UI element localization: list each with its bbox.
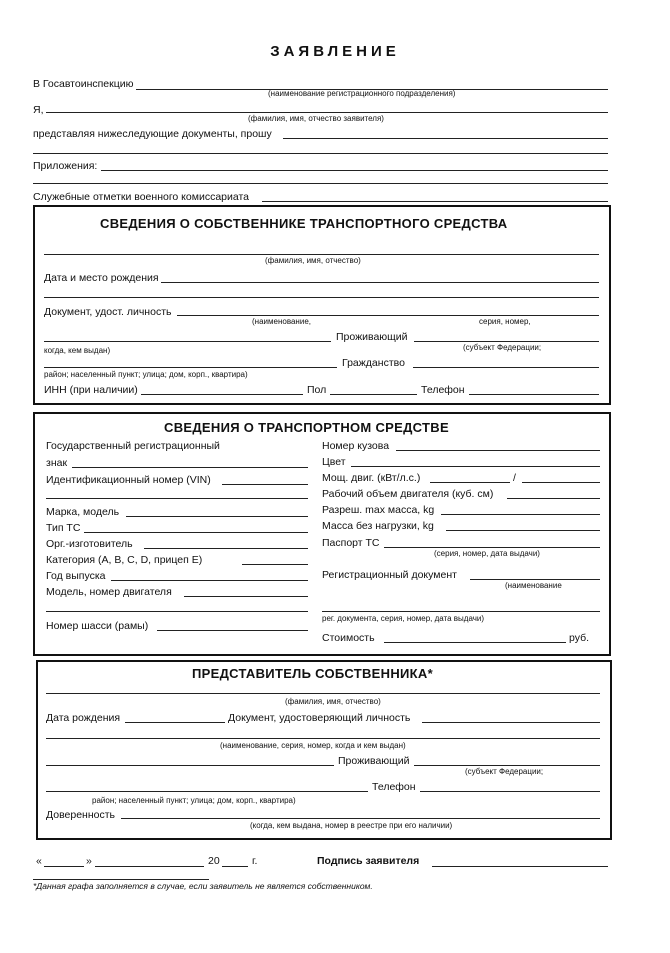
- owner-address-field[interactable]: [44, 367, 337, 368]
- applicant-field[interactable]: [46, 112, 608, 113]
- vehicle-heading: СВЕДЕНИЯ О ТРАНСПОРТНОМ СРЕДСТВЕ: [164, 420, 449, 435]
- category-field[interactable]: [242, 564, 308, 565]
- rep-proxy-hint: (когда, кем выдана, номер в реестре при его наличии): [250, 821, 453, 830]
- body-no-label: Номер кузова: [322, 440, 390, 452]
- owner-heading: СВЕДЕНИЯ О СОБСТВЕННИКЕ ТРАНСПОРТНОГО СРЕДСТВА: [100, 216, 508, 231]
- owner-sex-label: Пол: [307, 384, 327, 396]
- owner-id-hint-name: (наименование,: [252, 317, 311, 326]
- footnote-divider: [33, 879, 209, 880]
- power-slash: /: [513, 472, 516, 484]
- owner-address-hint: район; населенный пункт; улица; дом, корп., квартира): [44, 370, 248, 379]
- military-field[interactable]: [262, 201, 608, 202]
- rep-residing-label: Проживающий: [338, 755, 410, 767]
- chassis-label: Номер шасси (рамы): [46, 620, 149, 632]
- reg-doc-label: Регистрационный документ: [322, 569, 457, 581]
- rep-subject-hint: (субъект Федерации;: [465, 767, 544, 776]
- rep-id-field-2[interactable]: [46, 738, 600, 739]
- request-field-2[interactable]: [33, 153, 608, 154]
- maker-label: Орг.-изготовитель: [46, 538, 133, 550]
- body-no-field[interactable]: [396, 450, 600, 451]
- engine-label: Модель, номер двигателя: [46, 586, 172, 598]
- owner-issued-field[interactable]: [44, 341, 331, 342]
- rep-birth-field[interactable]: [125, 722, 225, 723]
- reg-sign-field[interactable]: [72, 467, 308, 468]
- passport-field[interactable]: [384, 547, 600, 548]
- signature-field[interactable]: [432, 866, 608, 867]
- request-label: представляя нижеследующие документы, прошу: [33, 128, 272, 140]
- signature-label: Подпись заявителя: [317, 855, 420, 867]
- cost-field[interactable]: [384, 642, 566, 643]
- engine-field[interactable]: [184, 596, 308, 597]
- owner-inn-field[interactable]: [141, 394, 303, 395]
- rep-name-field[interactable]: [46, 693, 600, 694]
- footnote: *Данная графа заполняется в случае, если заявитель не является собственником.: [33, 881, 373, 891]
- owner-id-field[interactable]: [177, 315, 599, 316]
- military-label: Служебные отметки военного комиссариата: [33, 191, 250, 203]
- applicant-label: Я,: [33, 104, 44, 116]
- owner-birth-label: Дата и место рождения: [44, 272, 159, 284]
- date-month-field[interactable]: [95, 866, 204, 867]
- representative-heading: ПРЕДСТАВИТЕЛЬ СОБСТВЕННИКА*: [192, 666, 433, 681]
- owner-id-label: Документ, удост. личность: [44, 306, 172, 318]
- date-year-field[interactable]: [222, 866, 248, 867]
- volume-label: Рабочий объем двигателя (куб. см): [322, 488, 494, 500]
- owner-name-hint: (фамилия, имя, отчество): [265, 256, 361, 265]
- engine-field-2[interactable]: [46, 611, 308, 612]
- owner-sex-field[interactable]: [330, 394, 417, 395]
- make-label: Марка, модель: [46, 506, 120, 518]
- power-hp-field[interactable]: [522, 482, 600, 483]
- attachments-field-2[interactable]: [33, 183, 608, 184]
- make-field[interactable]: [126, 516, 308, 517]
- max-mass-field[interactable]: [441, 514, 600, 515]
- owner-name-field[interactable]: [44, 254, 599, 255]
- owner-citizenship-field[interactable]: [413, 367, 599, 368]
- owner-subject-hint: (субъект Федерации;: [463, 343, 542, 352]
- to-gai-hint: (наименование регистрационного подразделения): [268, 89, 456, 98]
- volume-field[interactable]: [507, 498, 600, 499]
- owner-residing-label: Проживающий: [336, 331, 408, 343]
- owner-inn-label: ИНН (при наличии): [44, 384, 138, 396]
- color-field[interactable]: [351, 466, 600, 467]
- category-label: Категория (A, B, C, D, прицеп E): [46, 554, 203, 566]
- date-quote-open: «: [36, 855, 42, 867]
- passport-hint: (серия, номер, дата выдачи): [434, 549, 540, 558]
- color-label: Цвет: [322, 456, 346, 468]
- passport-label: Паспорт ТС: [322, 537, 380, 549]
- rep-address-field-2[interactable]: [46, 791, 368, 792]
- maker-field[interactable]: [144, 548, 308, 549]
- owner-birth-field-2[interactable]: [44, 297, 599, 298]
- rep-address-field[interactable]: [46, 765, 334, 766]
- rep-phone-label: Телефон: [372, 781, 416, 793]
- curb-mass-field[interactable]: [446, 530, 600, 531]
- owner-id-hint-series: серия, номер,: [479, 317, 531, 326]
- owner-residing-field[interactable]: [414, 341, 599, 342]
- rep-id-hint: (наименование, серия, номер, когда и кем выдан): [220, 741, 406, 750]
- vin-label: Идентификационный номер (VIN): [46, 474, 211, 486]
- to-gai-label: В Госавтоинспекцию: [33, 78, 134, 90]
- max-mass-label: Разреш. max масса, kg: [322, 504, 435, 516]
- owner-phone-label: Телефон: [421, 384, 465, 396]
- chassis-field[interactable]: [157, 630, 308, 631]
- type-label: Тип ТС: [46, 522, 81, 534]
- rep-address-hint: район; населенный пункт; улица; дом, корп., квартира): [92, 796, 296, 805]
- curb-mass-label: Масса без нагрузки, kg: [322, 520, 434, 532]
- vin-field[interactable]: [222, 484, 308, 485]
- reg-doc-hint: (наименование: [505, 581, 562, 590]
- rep-id-field[interactable]: [422, 722, 600, 723]
- cost-currency: руб.: [569, 632, 590, 644]
- reg-doc-field[interactable]: [470, 579, 600, 580]
- reg-doc-hint-2: рег. документа, серия, номер, дата выдачи): [322, 614, 485, 623]
- reg-doc-field-2[interactable]: [322, 611, 600, 612]
- attachments-label: Приложения:: [33, 160, 98, 172]
- year-field[interactable]: [111, 580, 308, 581]
- type-field[interactable]: [84, 532, 308, 533]
- reg-sign-label-1: Государственный регистрационный: [46, 440, 220, 452]
- date-year-prefix: 20: [208, 855, 220, 867]
- owner-issued-hint: когда, кем выдан): [44, 346, 111, 355]
- rep-id-label: Документ, удостоверяющий личность: [228, 712, 411, 724]
- applicant-hint: (фамилия, имя, отчество заявителя): [248, 114, 384, 123]
- owner-citizenship-label: Гражданство: [342, 357, 405, 369]
- rep-proxy-label: Доверенность: [46, 809, 116, 821]
- power-kw-field[interactable]: [430, 482, 510, 483]
- date-day-field[interactable]: [44, 866, 84, 867]
- attachments-field-1[interactable]: [101, 170, 608, 171]
- power-label: Мощ. двиг. (кВт/л.с.): [322, 472, 421, 484]
- date-year-suffix: г.: [252, 855, 258, 867]
- rep-proxy-field[interactable]: [121, 818, 600, 819]
- rep-name-hint: (фамилия, имя, отчество): [285, 697, 381, 706]
- year-label: Год выпуска: [46, 570, 106, 582]
- owner-birth-field[interactable]: [161, 282, 599, 283]
- request-field-1[interactable]: [283, 138, 608, 139]
- cost-label: Стоимость: [322, 632, 375, 644]
- representative-section: [36, 660, 612, 840]
- page-title: ЗАЯВЛЕНИЕ: [270, 43, 400, 60]
- rep-birth-label: Дата рождения: [46, 712, 121, 724]
- rep-residing-field[interactable]: [414, 765, 600, 766]
- rep-phone-field[interactable]: [420, 791, 600, 792]
- vin-field-2[interactable]: [46, 498, 308, 499]
- reg-sign-label-2: знак: [46, 457, 68, 469]
- owner-phone-field[interactable]: [469, 394, 599, 395]
- date-quote-close: »: [86, 855, 92, 867]
